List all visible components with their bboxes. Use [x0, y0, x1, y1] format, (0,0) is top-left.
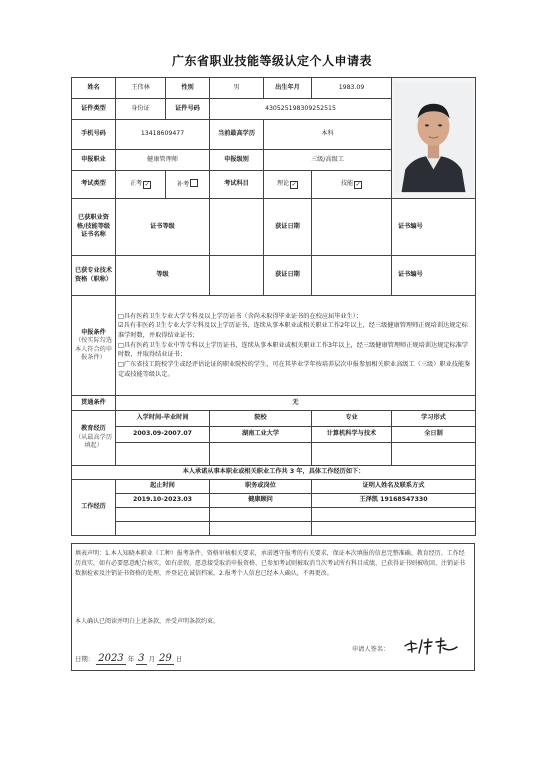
date-month: 3: [138, 653, 145, 664]
theory-checkbox: [290, 181, 298, 189]
exam-new-checkbox: [143, 181, 151, 189]
birth-label: 出生年月: [264, 78, 312, 99]
conditions-list: [116, 296, 476, 396]
chain-condition-value: 无: [116, 396, 476, 411]
edu-empty-cell: [392, 443, 476, 466]
exam-makeup-checkbox: [190, 179, 198, 187]
work-history-label: 工作经历: [72, 480, 116, 536]
edu-period-cell: 2003.09-2007.07: [116, 427, 210, 443]
chain-condition-label: 贯通条件: [72, 396, 116, 411]
work-header-period: 起止时间: [116, 480, 210, 494]
applicant-photo-image: [394, 83, 473, 192]
applicant-photo: [392, 78, 476, 199]
work-reference-cell: 王泽凯 19168547330: [312, 494, 476, 508]
edu-empty-cell: [116, 443, 210, 466]
work-empty-cell: [312, 522, 476, 536]
birth-value: 1983.09: [312, 78, 392, 99]
conditions-label: 申报条件: [81, 328, 106, 336]
phone-label: 手机号码: [72, 120, 116, 150]
gender-label: 性别: [166, 78, 210, 99]
edu-header-period: 入学时间-毕业时间: [116, 411, 210, 427]
exam-subject-label: 考试科目: [210, 171, 264, 199]
application-form: [71, 77, 476, 536]
education-history-label: 教育经历: [81, 425, 106, 433]
gender-value: 男: [210, 78, 264, 99]
work-empty-cell: [116, 522, 210, 536]
id-type-label: 证件类型: [72, 99, 116, 120]
edu-empty-cell: [210, 443, 312, 466]
work-empty-cell: [210, 508, 312, 522]
edu-mode-cell: 全日制: [392, 427, 476, 443]
date-year: 2023: [98, 653, 124, 664]
declaration-box: [71, 543, 475, 671]
id-number-value: 430525198309252515: [210, 99, 392, 120]
page-title: 广东省职业技能等级认定个人申请表: [171, 54, 372, 68]
work-period-cell: 2019.10-2023.03: [116, 494, 210, 508]
theory-label: 理论: [276, 180, 290, 187]
date-label: 日期：: [75, 655, 95, 663]
professional-title-label: 已获专业技术资格（职称）: [72, 256, 116, 296]
edu-header-school: 院校: [210, 411, 312, 427]
cert-date-label: 获证日期: [264, 199, 312, 256]
education-level-label: 当前最高学历: [210, 120, 264, 150]
edu-major-cell: 计算机科学与技术: [312, 427, 392, 443]
work-empty-cell: [210, 522, 312, 536]
date-year-unit: 年: [127, 655, 135, 663]
edu-header-mode: 学习形式: [392, 411, 476, 427]
condition-item: ☑具有非医药卫生专业大学专科及以上学历证书，连续从事本职业或相关职业工作2年以上，经三级健康管理师正规培训达规定标准学时数，并取得结业证书；: [118, 322, 468, 340]
signature-date: [75, 653, 182, 664]
title-date-value: [312, 256, 392, 296]
level-value: 三级/高级工: [264, 150, 392, 171]
education-label-cell: [72, 411, 116, 466]
title-level-label: 等级: [116, 256, 210, 296]
cert-number-label: 证书编号: [392, 199, 476, 256]
title-level-value: [210, 256, 264, 296]
exam-new-option: [116, 171, 166, 199]
theory-option: [264, 171, 312, 199]
applicant-signature-label: 申请人签名：: [352, 646, 390, 653]
occupation-value: 健康管理师: [116, 150, 210, 171]
name-label: 姓名: [72, 78, 116, 99]
exam-makeup-label: 补考: [176, 181, 190, 189]
education-history-hint: （从最高学历填起）: [74, 433, 113, 450]
work-commitment: 本人承诺从事本职业或相关职业工作共 3 年，具体工作经历如下：: [72, 466, 476, 480]
date-day: 29: [159, 653, 172, 664]
declaration-text: 填表声明：1.本人知晓本职业（工种）报考条件、资格审核相关要求，承诺遵守报考的有关要求，保证本次填报的信息完整准确、教育经历、工作经历真实，如有必要愿意配合核实，如有虚假，愿意接受取消申报资格、已参加考试则被取消当次考试所有科目成绩、已获得证书则被收回、注销证书数据检索及注销证书资格的处理，并登记在诚信档案。2.报考个人信息已经本人确认，不再更改。: [75, 550, 466, 577]
title-date-label: 获证日期: [264, 256, 312, 296]
condition-item: □具有医药卫生专业大学专科及以上学历证书（含尚未取得毕业证书的在校应届毕业生）；: [118, 312, 363, 320]
edu-header-major: 专业: [312, 411, 392, 427]
skill-label: 技能: [340, 180, 354, 187]
confirmation-text: 本人确认已阅读并明白上述条款，并受声明条款约束。: [75, 618, 220, 625]
education-level-value: 本科: [264, 120, 392, 150]
phone-value: 13418609477: [116, 120, 210, 150]
name-value: 王伟林: [116, 78, 166, 99]
condition-item: □具有医药卫生专业中等专科以上学历证书，连续从事本职业或相关职业工作3年以上，经三级健康管理师正规培训达规定标准学时数，并取得结业证书；: [118, 341, 469, 359]
skill-checkbox: [354, 181, 362, 189]
cert-level-value: [210, 199, 264, 256]
skill-option: [312, 171, 392, 199]
date-day-unit: 日: [175, 655, 183, 663]
conditions-label-cell: [72, 296, 116, 396]
exam-type-label: 考试类型: [72, 171, 116, 199]
title-number-label: 证书编号: [392, 256, 476, 296]
condition-item: □广东省技工院校学生或经评估论证的职业院校的学生，可在其毕业学年按培养层次申报参加相关职业高级工（三级）职业技能鉴定或技能等级认定。: [118, 360, 471, 378]
work-empty-cell: [312, 508, 476, 522]
level-label: 申报级别: [210, 150, 264, 171]
exam-new-label: 正考: [129, 180, 143, 187]
work-empty-cell: [116, 508, 210, 522]
edu-empty-cell: [312, 443, 392, 466]
id-number-label: 证件号码: [166, 99, 210, 120]
exam-makeup-option: [166, 171, 210, 199]
vocational-cert-label: 已获职业资格/技能等级证书名称: [72, 199, 116, 256]
edu-school-cell: 湖南工业大学: [210, 427, 312, 443]
date-month-unit: 月: [148, 655, 155, 663]
conditions-hint: （按实际勾选本人符合的申报条件）: [74, 337, 113, 361]
occupation-label: 申报职业: [72, 150, 116, 171]
id-type-value: 身份证: [116, 99, 166, 120]
work-header-position: 职务或岗位: [210, 480, 312, 494]
cert-date-value: [312, 199, 392, 256]
applicant-signature: [402, 634, 462, 656]
work-header-reference: 证明人姓名及联系方式: [312, 480, 476, 494]
cert-level-label: 证书等级: [116, 199, 210, 256]
work-position-cell: 健康顾问: [210, 494, 312, 508]
